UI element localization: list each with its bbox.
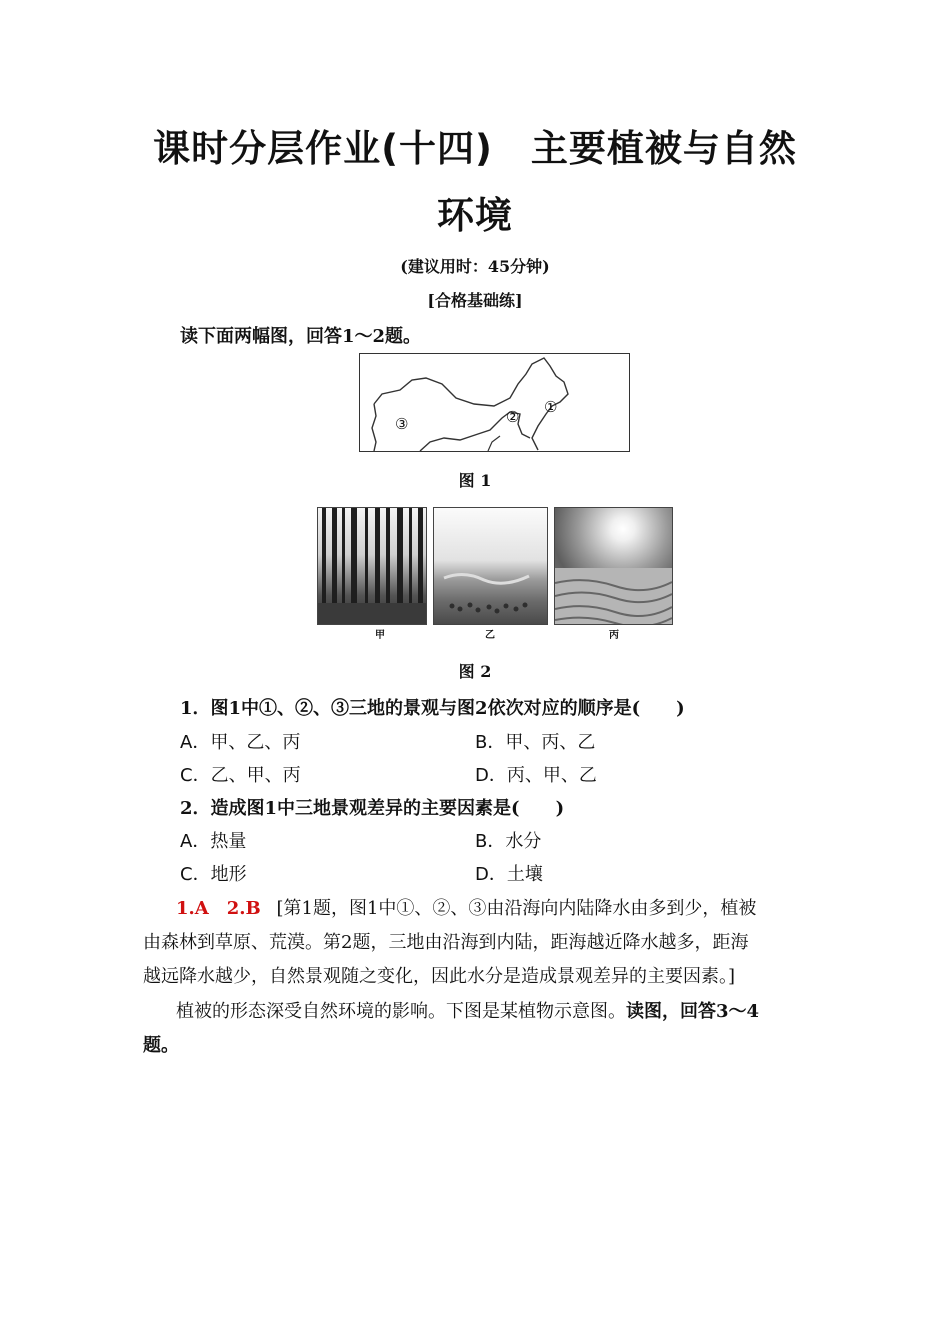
question-2-stem: 2．造成图1中三地景观差异的主要因素是( ) bbox=[180, 798, 565, 819]
question-1-option-d: D．丙、甲、乙 bbox=[475, 765, 597, 786]
marker-3: ③ bbox=[395, 415, 409, 433]
answer-keys: 1.A 2.B bbox=[176, 898, 261, 919]
next-intro-line-1 bbox=[176, 997, 759, 1023]
photo-label-yi: 乙 bbox=[485, 630, 495, 641]
map-figure-1 bbox=[359, 353, 630, 452]
question-1-option-a: A．甲、乙、丙 bbox=[180, 732, 301, 753]
question-1-option-c: C．乙、甲、丙 bbox=[180, 765, 301, 786]
grassland-photo bbox=[433, 507, 548, 625]
china-outline-map bbox=[360, 354, 629, 451]
question-2-option-a: A．热量 bbox=[180, 831, 247, 852]
page-title-line1: 课时分层作业(十四) 主要植被与自然 bbox=[153, 127, 797, 170]
answer-explanation-start: [第1题，图1中①、②、③由沿海向内陆降水由多到少，植被 bbox=[276, 898, 757, 919]
figure-2-caption: 图 2 bbox=[458, 662, 492, 681]
question-2-option-c: C．地形 bbox=[180, 864, 247, 885]
answer-line-2: 由森林到草原、荒漠。第2题，三地由沿海到内陆，距海越近降水越多，距海 bbox=[143, 932, 749, 953]
answer-line-1 bbox=[176, 894, 756, 920]
answer-line-3: 越远降水越少，自然景观随之变化，因此水分是造成景观差异的主要因素。] bbox=[143, 966, 736, 987]
intro-text: 读下面两幅图，回答1～2题。 bbox=[180, 326, 422, 347]
page-title-line2: 环境 bbox=[437, 194, 513, 237]
question-2-option-d: D．土壤 bbox=[475, 864, 543, 885]
question-2-option-b: B．水分 bbox=[475, 831, 542, 852]
next-intro-text: 植被的形态深受自然环境的影响。下图是某植物示意图。 bbox=[176, 1001, 626, 1022]
photo-label-jia: 甲 bbox=[375, 630, 385, 641]
forest-photo bbox=[317, 507, 427, 625]
marker-2: ② bbox=[506, 408, 520, 426]
desert-photo bbox=[554, 507, 673, 625]
next-intro-instruction: 读图，回答3～4 bbox=[626, 1001, 760, 1022]
section-label: [合格基础练] bbox=[427, 291, 523, 310]
next-intro-line-2: 题。 bbox=[143, 1035, 179, 1056]
figure-1-caption: 图 1 bbox=[458, 471, 492, 490]
photo-label-bing: 丙 bbox=[609, 630, 619, 641]
question-1-stem: 1．图1中①、②、③三地的景观与图2依次对应的顺序是( ) bbox=[180, 698, 685, 719]
time-note: (建议用时：45分钟) bbox=[400, 257, 550, 276]
marker-1: ① bbox=[544, 398, 558, 416]
question-1-option-b: B．甲、丙、乙 bbox=[475, 732, 596, 753]
